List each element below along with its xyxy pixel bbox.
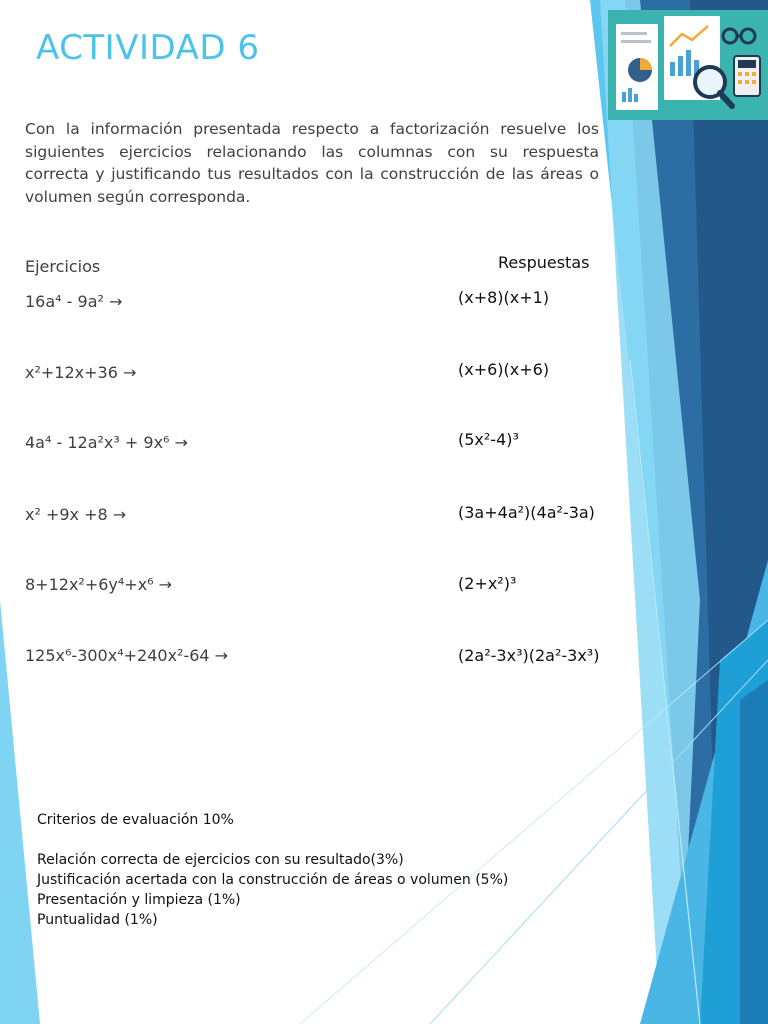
exercise-item: 4a⁴ - 12a²x³ + 9x⁶ → [25,433,188,452]
answers-header: Respuestas [498,253,590,272]
answer-item: (x+8)(x+1) [458,288,550,307]
evaluation-criteria [37,810,508,930]
criteria-title: Criterios de evaluación 10% [37,812,234,828]
exercise-item: x²+12x+36 → [25,363,137,382]
criteria-item: Presentación y limpieza (1%) [37,892,241,908]
answer-item: (5x²-4)³ [458,430,519,449]
criteria-item: Justificación acertada con la construcción de áreas o volumen (5%) [37,872,509,888]
exercise-item: 8+12x²+6y⁴+x⁶ → [25,575,173,594]
exercise-item: x² +9x +8 → [25,505,127,524]
criteria-item: Relación correcta de ejercicios con su resultado(3%) [37,852,404,868]
answer-item: (3a+4a²)(4a²-3a) [458,503,595,522]
exercise-item: 125x⁶-300x⁴+240x²-64 → [25,646,229,665]
answer-item: (2a²-3x³)(2a²-3x³) [458,646,600,665]
answer-item: (x+6)(x+6) [458,360,550,379]
data-analysis-icon [608,10,768,120]
slide-title: ACTIVIDAD 6 [36,28,260,68]
exercise-item: 16a⁴ - 9a² → [25,292,123,311]
answer-item: (2+x²)³ [458,574,517,593]
exercises-header: Ejercicios [25,257,101,276]
intro-paragraph: Con la información presentada respecto a factorización resuelve los siguientes ejercicios relacionando las columnas con su respuesta correcta y justificando tus resultados con la construcción de las áreas o volumen según corresponda. [25,120,599,206]
criteria-item: Puntualidad (1%) [37,912,158,928]
